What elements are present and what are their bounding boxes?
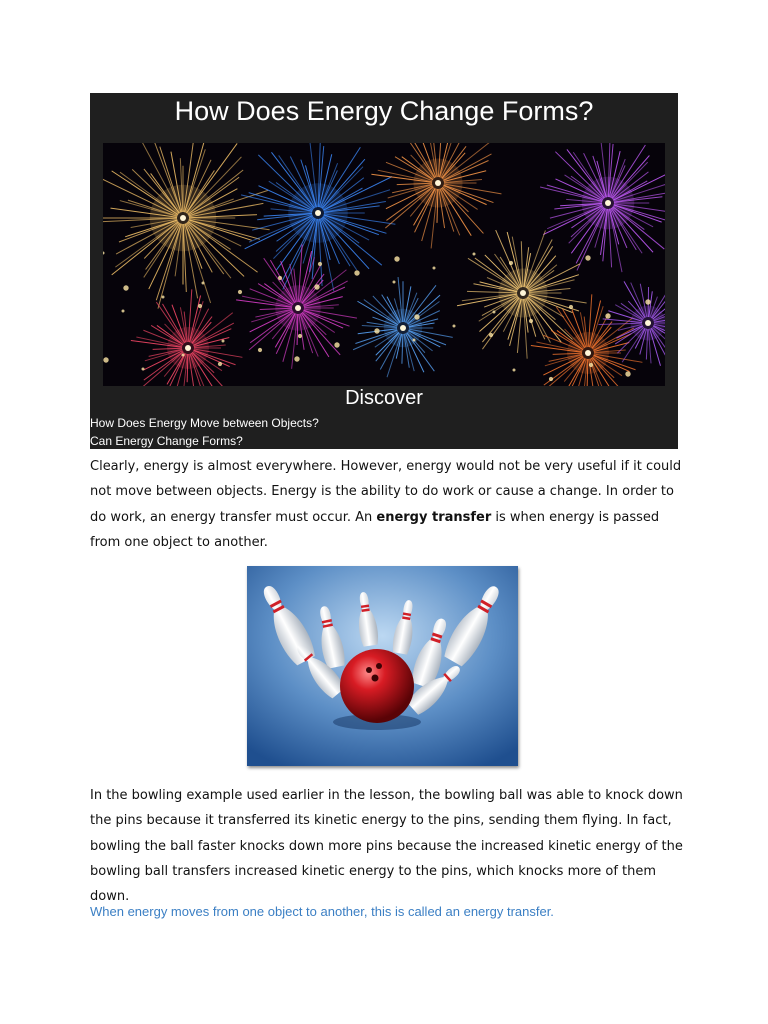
banner-links (90, 414, 319, 450)
term-energy-transfer: energy transfer (376, 509, 492, 525)
para1-text-before: Clearly, energy is almost everywhere. However, energy would not be very useful if it could not move between objects. Energy is the ability to do work or cause a change. In order to do work, an energy transfer must occur. An (90, 459, 682, 525)
fireworks-illustration (103, 143, 665, 386)
bowling-illustration (247, 566, 518, 766)
paragraph-bowling-example: In the bowling example used earlier in the lesson, the bowling ball was able to knock down the pins because it transferred its kinetic energy to the pins, sending them flying. In fact, bowling the ball faster knocks down more pins because the increased kinetic energy of the bowling ball transfers increased kinetic energy to the pins, which knocks more of them down. (90, 788, 683, 905)
bowling-image (247, 566, 518, 766)
lesson-banner (90, 93, 678, 449)
fireworks-image (103, 143, 665, 386)
paragraph-energy-transfer (90, 454, 690, 555)
banner-title: How Does Energy Change Forms? (174, 96, 594, 126)
callout-energy-transfer: When energy moves from one object to another, this is called an energy transfer. (90, 904, 554, 919)
link-energy-change[interactable]: Can Energy Change Forms? (90, 434, 243, 448)
link-energy-move[interactable]: How Does Energy Move between Objects? (90, 416, 319, 430)
discover-heading: Discover (345, 387, 423, 409)
para1-text-after: is when energy is passed from one object to another. (90, 509, 660, 550)
